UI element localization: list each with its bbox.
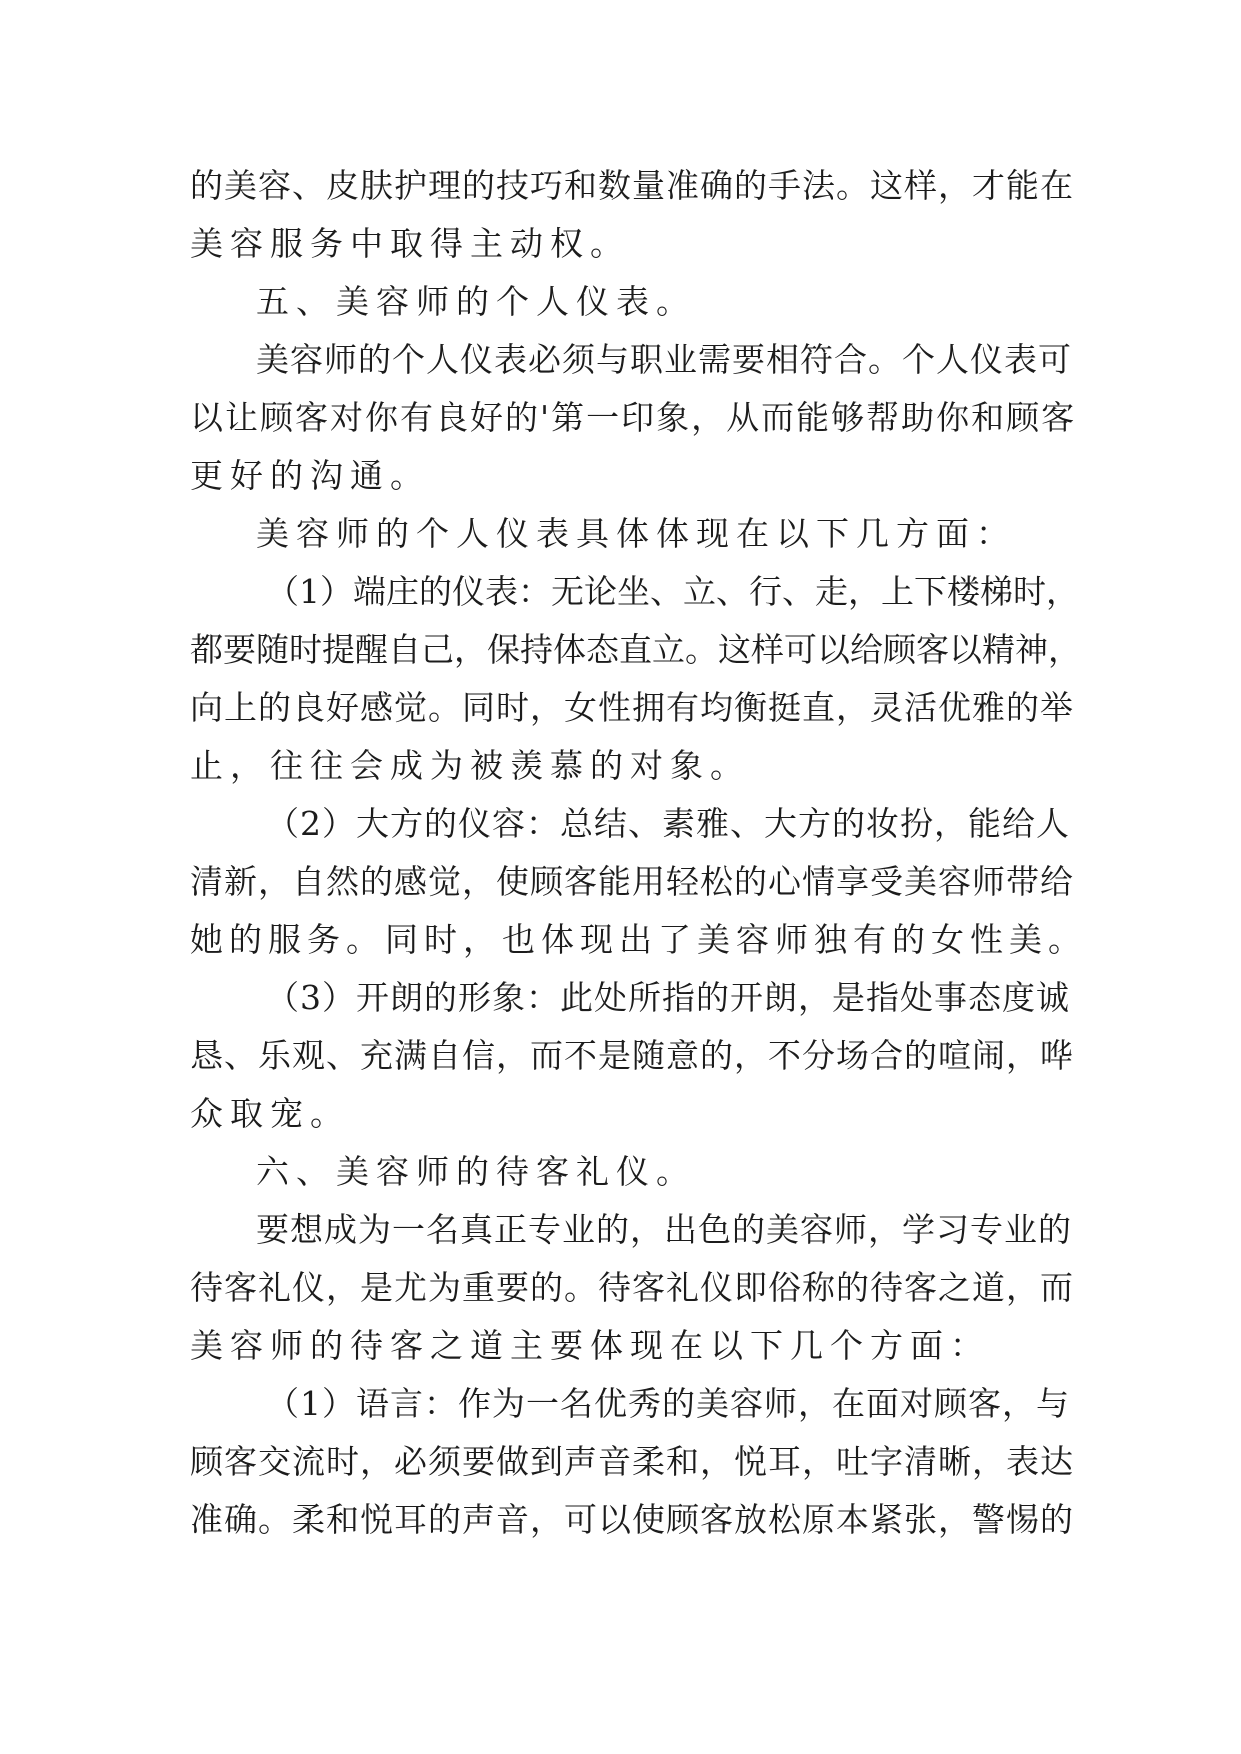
text-line: 美容师的待客之道主要体现在以下几个方面： xyxy=(190,1326,990,1365)
text-line: 美容师的个人仪表具体体现在以下几方面： xyxy=(256,514,1016,553)
text-line: 以让顾客对你有良好的'第一印象，从而能够帮助你和顾客 xyxy=(190,398,1077,437)
text-line: （1）端庄的仪表：无论坐、立、行、走，上下楼梯时， xyxy=(266,572,1079,611)
text-line: 都要随时提醒自己，保持体态直立。这样可以给顾客以精神， xyxy=(190,630,1081,669)
text-line: 美容师的个人仪表必须与职业需要相符合。个人仪表可 xyxy=(256,340,1072,379)
text-line: 准确。柔和悦耳的声音，可以使顾客放松原本紧张，警惕的 xyxy=(190,1500,1074,1539)
text-line: 顾客交流时，必须要做到声音柔和，悦耳，吐字清晰，表达 xyxy=(190,1442,1074,1481)
text-line: 的美容、皮肤护理的技巧和数量准确的手法。这样，才能在 xyxy=(190,166,1074,205)
text-line: 清新，自然的感觉，使顾客能用轻松的心情享受美容师带给 xyxy=(190,862,1074,901)
text-line: 恳、乐观、充满自信，而不是随意的，不分场合的喧闹，哗 xyxy=(190,1036,1074,1075)
text-line: （1）语言：作为一名优秀的美容师，在面对顾客，与 xyxy=(266,1384,1070,1423)
text-line: 六、美容师的待客礼仪。 xyxy=(256,1152,696,1191)
text-line: 她的服务。同时，也体现出了美容师独有的女性美。 xyxy=(190,920,1087,959)
text-line: 要想成为一名真正专业的，出色的美容师，学习专业的 xyxy=(256,1210,1072,1249)
text-line: 向上的良好感觉。同时，女性拥有均衡挺直，灵活优雅的举 xyxy=(190,688,1074,727)
text-line: 更好的沟通。 xyxy=(190,456,430,495)
text-line: 众取宠。 xyxy=(190,1094,350,1133)
text-line: （3）开朗的形象：此处所指的开朗，是指处事态度诚 xyxy=(266,978,1070,1017)
text-line: 止，往往会成为被羡慕的对象。 xyxy=(190,746,750,785)
text-line: 待客礼仪，是尤为重要的。待客礼仪即俗称的待客之道，而 xyxy=(190,1268,1074,1307)
text-line: 美容服务中取得主动权。 xyxy=(190,224,630,263)
document-body xyxy=(190,157,1087,1549)
text-line: （2）大方的仪容：总结、素雅、大方的妆扮，能给人 xyxy=(266,804,1070,843)
text-line: 五、美容师的个人仪表。 xyxy=(256,282,696,321)
